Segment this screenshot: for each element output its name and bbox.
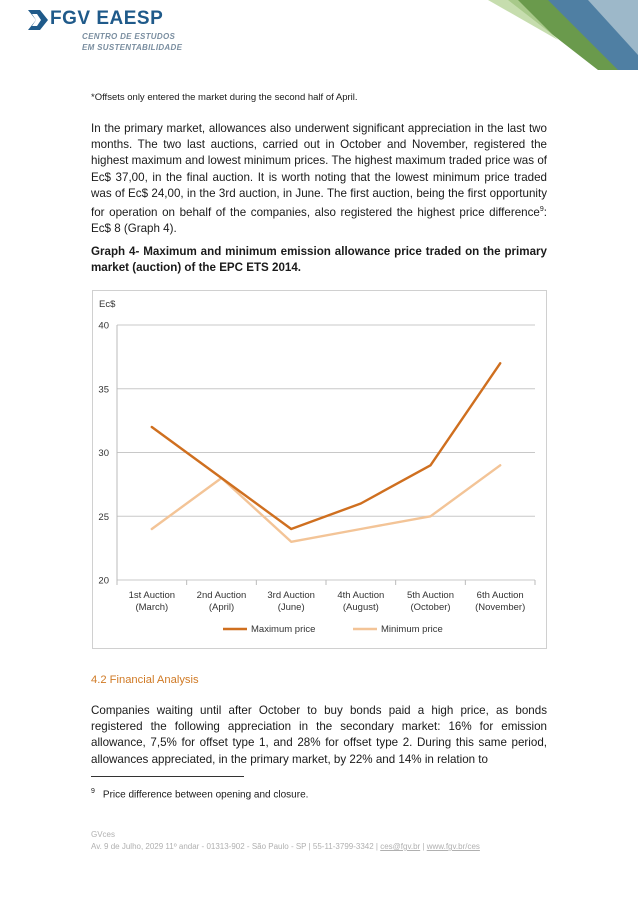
data-point xyxy=(151,528,153,530)
x-tick-label: 2nd Auction xyxy=(196,590,247,601)
data-point xyxy=(290,541,292,543)
data-point xyxy=(221,477,223,479)
x-tick-label: (March) xyxy=(135,602,169,613)
data-point xyxy=(360,503,362,505)
footer-org: GVces xyxy=(91,830,116,839)
data-point xyxy=(430,464,432,466)
y-tick-label: 30 xyxy=(98,448,109,459)
x-tick-label: 5th Auction xyxy=(406,590,455,601)
data-point xyxy=(360,528,362,530)
paragraph-financial-analysis: Companies waiting until after October to buy bonds paid a high price, as bonds registered the following appreciation in the secondary market: 16% for emission allowance, 7,5% for offset type 1, and 28% for offset type 2. During this same period, allowances appreciated, in the primary market, by 22% and 14% in relation to xyxy=(91,704,547,766)
footnote-number: 9 xyxy=(91,788,95,795)
brand-subtitle-2: EM SUSTENTABILIDADE xyxy=(82,43,183,52)
x-tick-label: (April) xyxy=(208,602,235,613)
x-tick-label: 4th Auction xyxy=(337,590,385,601)
paragraph-primary-market: In the primary market, allowances also underwent significant appreciation in the last two months. The two last auctions, carried out in October and November, registered the highest maximum and lowest minimum prices. The highest maximum traded price was of Ec$ 37,00, in the final auction. It is worth noting that the lowest minimum price traded was of Ec$ 24,00, in the 3rd auction, in June. The first auction, being the first opportunity for operation on behalf of the companies, also registered the highest price difference$^9$: Ec$ 8 (Graph 4). xyxy=(91,122,547,236)
brand-subtitle-1: CENTRO DE ESTUDOS xyxy=(82,32,176,41)
footnote-ref: 9 xyxy=(539,206,544,214)
chart-svg xyxy=(93,291,548,650)
y-tick-label: 35 xyxy=(98,384,109,396)
footnote-divider xyxy=(91,776,244,777)
graph-title: Graph 4- Maximum and minimum emission allowance price traded on the primary market (auction) of the EPC ETS 2014. xyxy=(91,245,547,275)
section-heading: 4.2 Financial Analysis xyxy=(91,674,199,686)
x-tick-label: 6th Auction xyxy=(476,590,524,601)
fgv-logo-mark-icon xyxy=(28,10,48,30)
y-tick-label: 25 xyxy=(98,511,109,523)
data-point xyxy=(499,464,501,466)
x-tick-label: (June) xyxy=(277,602,305,613)
corner-decoration-icon xyxy=(488,0,638,70)
footer-address: Av. 9 de Julho, 2029 11º andar - 01313-902 - São Paulo - SP | 55-11-3799-3342 | ces@fgv.br | www.fgv.br/ces xyxy=(91,842,480,851)
data-point xyxy=(151,426,153,428)
legend-label: Maximum price xyxy=(251,624,316,635)
footnote-text: Price difference between opening and closure. xyxy=(102,789,309,801)
x-tick-label: (October) xyxy=(410,602,451,613)
data-point xyxy=(290,528,292,530)
footer-website-link[interactable]: www.fgv.br/ces xyxy=(426,842,480,851)
line-chart xyxy=(92,290,547,649)
fgv-logo xyxy=(28,8,203,52)
x-tick-label: (November) xyxy=(475,602,526,613)
x-tick-label: (August) xyxy=(342,602,379,613)
footer-email-link[interactable]: ces@fgv.br xyxy=(380,842,421,851)
legend-label: Minimum price xyxy=(381,624,443,635)
y-axis-label: Ec$ xyxy=(99,299,116,310)
data-point xyxy=(499,362,501,364)
brand-name: FGV EAESP xyxy=(50,8,164,29)
footnote xyxy=(91,788,308,800)
x-tick-label: 3rd Auction xyxy=(267,590,315,601)
series-line-minimum-price xyxy=(152,465,500,542)
y-tick-label: 40 xyxy=(98,320,109,332)
data-point xyxy=(430,515,432,517)
x-tick-label: 1st Auction xyxy=(128,590,176,601)
y-tick-label: 20 xyxy=(98,575,109,587)
offsets-note: *Offsets only entered the market during the second half of April. xyxy=(91,92,358,103)
